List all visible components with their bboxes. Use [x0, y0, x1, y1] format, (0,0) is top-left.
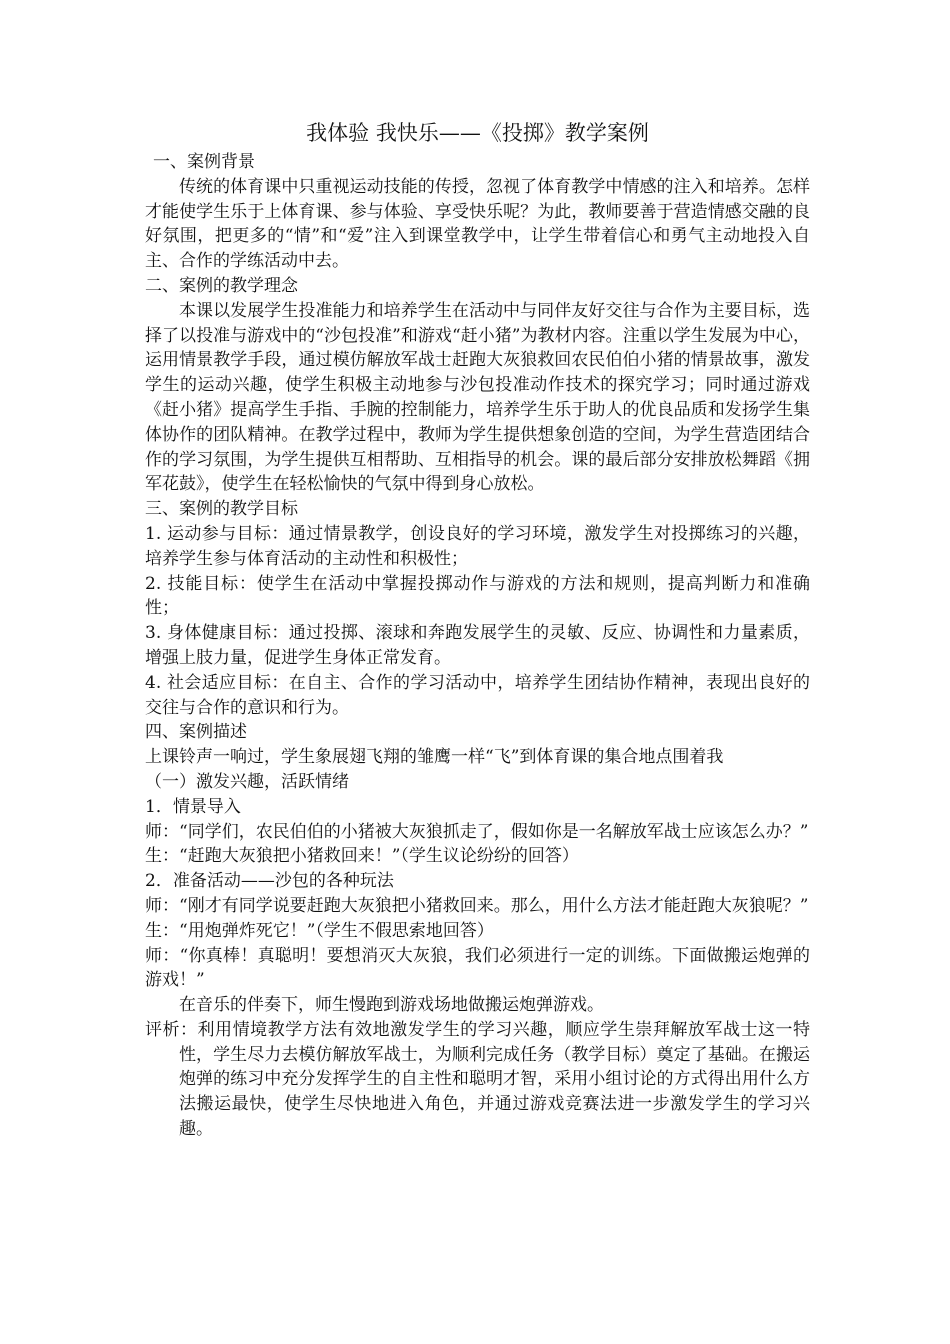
dialogue-line: 师：“刚才有同学说要赶跑大灰狼把小猪救回来。那么，用什么方法才能赶跑大灰狼呢？” — [145, 895, 809, 916]
section-heading-goals: 三、案例的教学目标 — [145, 499, 298, 520]
dialogue-line: 生：“用炮弹炸死它！”（学生不假思索地回答） — [145, 920, 494, 941]
music-activity-line: 在音乐的伴奏下，师生慢跑到游戏场地做搬运炮弹游戏。 — [179, 995, 604, 1016]
subsection-heading: （一）激发兴趣，活跃情绪 — [145, 771, 349, 792]
dialogue-line: 师：“你真棒！真聪明！要想消灭大灰狼，我们必须进行一定的训练。下面做搬运炮弹的游戏！” — [145, 945, 810, 991]
goal-item: 4. 社会适应目标：在自主、合作的学习活动中，培养学生团结协作精神，表现出良好的交往与合作的意识和行为。 — [145, 672, 810, 718]
step-heading: 1．情景导入 — [145, 796, 241, 817]
section-heading-description: 四、案例描述 — [145, 722, 247, 743]
dialogue-line: 师：“同学们，农民伯伯的小猪被大灰狼抓走了，假如你是一名解放军战士应该怎么办？” — [145, 821, 809, 842]
document-title: 我体验 我快乐——《投掷》教学案例 — [306, 121, 649, 145]
goal-item: 1. 运动参与目标：通过情景教学，创设良好的学习环境，激发学生对投掷练习的兴趣，培养学生参与体育活动的主动性和积极性； — [145, 523, 810, 569]
philosophy-paragraph: 本课以发展学生投准能力和培养学生在活动中与同伴友好交往与合作为主要目标，选择了以投准与游戏中的“沙包投准”和游戏“赶小猪”为教材内容。注重以学生发展为中心，运用情景教学手段，通过模仿解放军战士赶跑大灰狼救回农民伯伯小猪的情景故事，激发学生的运动兴趣，使学生积极主动地参与沙包投准动作技术的探究学习；同时通过游戏《赶小猪》提高学生手指、手腕的控制能力，培养学生乐于助人的优良品质和发扬学生集体协作的团队精神。在教学过程中，教师为学生提供想象创造的空间，为学生营造团结合作的学习氛围，为学生提供互相帮助、互相指导的机会。课的最后部分安排放松舞蹈《拥军花鼓》，使学生在轻松愉快的气氛中得到身心放松。 — [145, 300, 810, 495]
step-heading: 2．准备活动——沙包的各种玩法 — [145, 871, 394, 892]
goal-item: 3. 身体健康目标：通过投掷、滚球和奔跑发展学生的灵敏、反应、协调性和力量素质，增强上肢力量，促进学生身体正常发育。 — [145, 623, 810, 668]
description-line: 上课铃声一响过，学生象展翅飞翔的雏鹰一样“飞”到体育课的集合地点围着我 — [145, 747, 724, 768]
goal-item: 2. 技能目标：使学生在活动中掌握投掷动作与游戏的方法和规则，提高判断力和准确性； — [145, 573, 810, 619]
section-heading-philosophy: 二、案例的教学理念 — [145, 275, 298, 296]
section-heading-background: 一、案例背景 — [153, 152, 255, 172]
comment-paragraph: 评析：利用情境教学方法有效地激发学生的学习兴趣，顺应学生崇拜解放军战士这一特性，学生尽力去模仿解放军战士，为顺利完成任务（教学目标）奠定了基础。在搬运炮弹的练习中充分发挥学生的自主性和聪明才智，采用小组讨论的方式得出用什么方法搬运最快，使学生尽快地进入角色，并通过游戏竞赛法进一步激发学生的学习兴趣。 — [145, 1019, 810, 1140]
background-paragraph: 传统的体育课中只重视运动技能的传授，忽视了体育教学中情感的注入和培养。怎样才能使学生乐于上体育课、参与体验、享受快乐呢？为此，教师要善于营造情感交融的良好氛围，把更多的“情”和“爱”注入到课堂教学中，让学生带着信心和勇气主动地投入自主、合作的学练活动中去。 — [145, 176, 810, 272]
document-page — [145, 118, 810, 1142]
dialogue-line: 生：“赶跑大灰狼把小猪救回来！”（学生议论纷纷的回答） — [145, 846, 579, 867]
